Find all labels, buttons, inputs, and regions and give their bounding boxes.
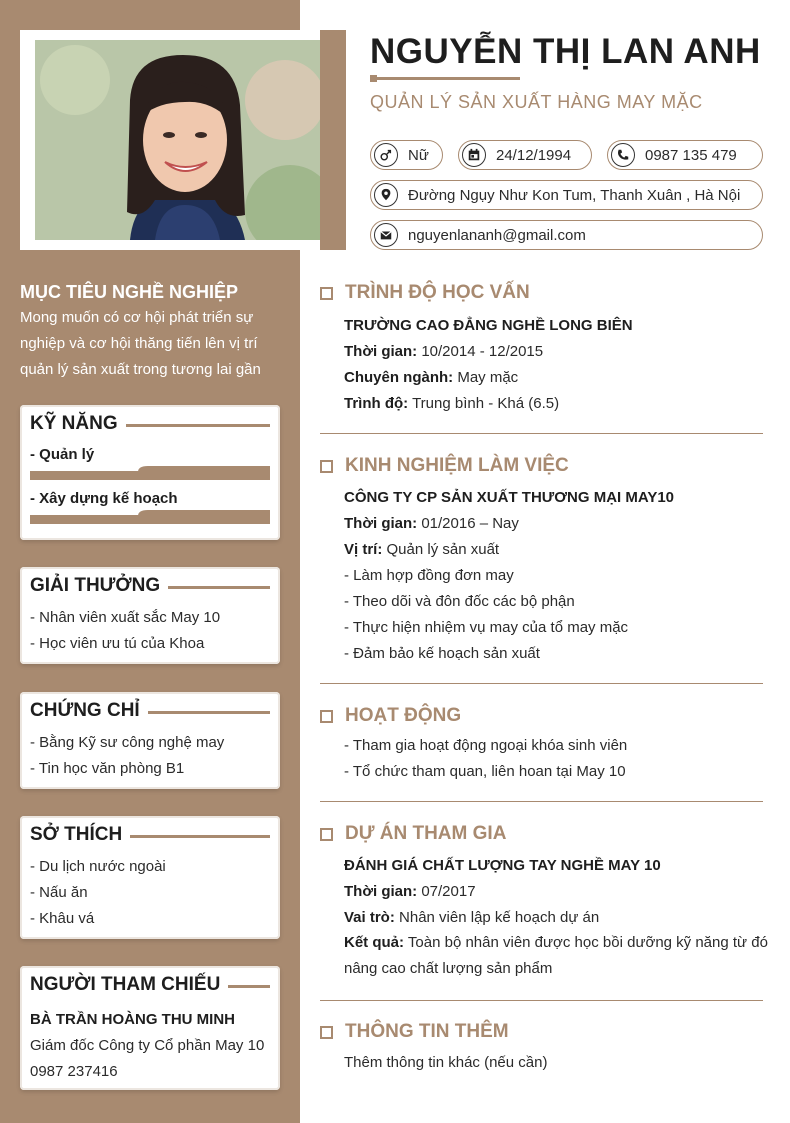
experience-company: CÔNG TY CP SẢN XUẤT THƯƠNG MẠI MAY10 (344, 489, 675, 506)
address-value: Đường Ngụy Như Kon Tum, Thanh Xuân , Hà Nội (408, 186, 741, 204)
dob-value: 24/12/1994 (496, 146, 572, 164)
photo-accent-bar (320, 30, 346, 250)
education-time-value: 10/2014 - 12/2015 (421, 343, 544, 360)
section-divider (320, 433, 763, 434)
location-icon (374, 183, 398, 207)
section-box-icon (320, 828, 333, 841)
section-box-icon (320, 1026, 333, 1039)
hobby-item: - Khâu vá (30, 910, 95, 927)
experience-time-label: Thời gian: (344, 515, 418, 532)
activities-heading-text: HOẠT ĐỘNG (345, 705, 462, 726)
experience-duty: - Làm hợp đồng đơn may (344, 567, 514, 584)
awards-heading: GIẢI THƯỞNG (30, 575, 168, 597)
email-icon (374, 223, 398, 247)
award-item: - Học viên ưu tú của Khoa (30, 635, 205, 652)
project-time-label: Thời gian: (344, 883, 418, 900)
photo-frame (20, 30, 330, 250)
reference-name: BÀ TRẦN HOÀNG THU MINH (30, 1011, 235, 1028)
section-divider (320, 1000, 763, 1001)
references-heading: NGƯỜI THAM CHIẾU (30, 974, 228, 996)
skill-bar-planning (30, 510, 270, 524)
education-major-label: Chuyên ngành: (344, 369, 454, 386)
phone-icon (611, 143, 635, 167)
hobby-item: - Nấu ăn (30, 884, 88, 901)
extra-heading (320, 1021, 509, 1043)
extra-heading-text: THÔNG TIN THÊM (345, 1021, 509, 1042)
dob-pill (458, 140, 592, 170)
education-time (344, 343, 543, 360)
project-role-label: Vai trò: (344, 909, 395, 926)
skills-card (20, 405, 280, 540)
profile-photo (35, 40, 321, 240)
project-time (344, 883, 476, 900)
education-level-label: Trình độ: (344, 395, 409, 412)
certificates-card (20, 692, 280, 789)
objective-heading: MỤC TIÊU NGHỀ NGHIỆP (20, 282, 239, 302)
experience-position (344, 541, 499, 558)
awards-rule (166, 586, 270, 589)
job-title: QUẢN LÝ SẢN XUẤT HÀNG MAY MẶC (370, 92, 703, 112)
experience-duty: - Theo dõi và đôn đốc các bộ phận (344, 593, 575, 610)
section-divider (320, 683, 763, 684)
project-time-value: 07/2017 (421, 883, 476, 900)
skill-bar-management (30, 466, 270, 480)
education-level-value: Trung bình - Khá (6.5) (412, 395, 560, 412)
certificates-rule (148, 711, 270, 714)
hobby-item: - Du lịch nước ngoài (30, 858, 166, 875)
skills-heading: KỸ NĂNG (30, 413, 126, 435)
experience-time-value: 01/2016 – Nay (421, 515, 519, 532)
education-heading (320, 282, 530, 304)
certificate-item: - Tin học văn phòng B1 (30, 760, 185, 777)
hobbies-card (20, 816, 280, 939)
gender-icon (374, 143, 398, 167)
projects-heading (320, 823, 506, 845)
objective-text: Mong muốn có cơ hội phát triển sự nghiệp và cơ hội thăng tiến lên vị trí quản lý sản xuất trong tương lai gần (20, 309, 261, 378)
activity-item: - Tổ chức tham quan, liên hoan tại May 10 (344, 763, 626, 780)
education-level (344, 395, 559, 412)
gender-pill (370, 140, 443, 170)
section-divider (320, 801, 763, 802)
skills-rule (122, 424, 270, 427)
experience-duty: - Đảm bảo kế hoạch sản xuất (344, 645, 540, 662)
extra-text: Thêm thông tin khác (nếu cần) (344, 1054, 548, 1071)
award-item: - Nhân viên xuất sắc May 10 (30, 609, 221, 626)
activity-item: - Tham gia hoạt động ngoại khóa sinh viên (344, 737, 628, 754)
gender-value: Nữ (408, 146, 429, 164)
email-value: nguyenlananh@gmail.com (408, 226, 586, 244)
certificates-heading: CHỨNG CHỈ (30, 700, 148, 722)
calendar-icon (462, 143, 486, 167)
certificate-item: - Bằng Kỹ sư công nghệ may (30, 734, 225, 751)
projects-heading-text: DỰ ÁN THAM GIA (345, 823, 507, 844)
hobbies-heading: SỞ THÍCH (30, 824, 130, 846)
project-role-value: Nhân viên lập kế hoạch dự án (399, 909, 600, 926)
address-pill (370, 180, 763, 210)
skill-label-management: - Quản lý (30, 446, 95, 463)
education-major-value: May mặc (457, 369, 519, 386)
awards-card (20, 567, 280, 664)
phone-pill (607, 140, 763, 170)
activities-heading (320, 705, 461, 727)
experience-time (344, 515, 519, 532)
hobbies-rule (130, 835, 270, 838)
education-major (344, 369, 518, 386)
project-result (344, 930, 769, 982)
skill-label-planning: - Xây dựng kế hoạch (30, 490, 178, 507)
section-box-icon (320, 710, 333, 723)
references-rule (226, 985, 270, 988)
phone-value: 0987 135 479 (645, 146, 737, 164)
section-box-icon (320, 287, 333, 300)
experience-position-label: Vị trí: (344, 541, 383, 558)
education-time-label: Thời gian: (344, 343, 418, 360)
references-card (20, 966, 280, 1090)
reference-position: Giám đốc Công ty Cổ phần May 10 (30, 1037, 265, 1054)
education-heading-text: TRÌNH ĐỘ HỌC VẤN (345, 282, 530, 303)
project-name: ĐÁNH GIÁ CHẤT LƯỢNG TAY NGHỀ MAY 10 (344, 857, 661, 874)
experience-heading (320, 455, 569, 477)
experience-position-value: Quản lý sản xuất (386, 541, 500, 558)
experience-heading-text: KINH NGHIỆM LÀM VIỆC (345, 455, 569, 476)
candidate-name: NGUYỄN THỊ LAN ANH (370, 32, 761, 71)
education-school: TRƯỜNG CAO ĐẲNG NGHỀ LONG BIÊN (344, 317, 633, 334)
email-pill (370, 220, 763, 250)
project-result-label: Kết quả: (344, 934, 404, 951)
reference-phone: 0987 237416 (30, 1063, 118, 1080)
section-box-icon (320, 460, 333, 473)
project-result-value: Toàn bộ nhân viên được học bồi dưỡng kỹ năng từ đó nâng cao chất lượng sản phẩm (344, 934, 768, 977)
project-role (344, 909, 599, 926)
header-rule (372, 77, 520, 80)
experience-duty: - Thực hiện nhiệm vụ may của tổ may mặc (344, 619, 629, 636)
